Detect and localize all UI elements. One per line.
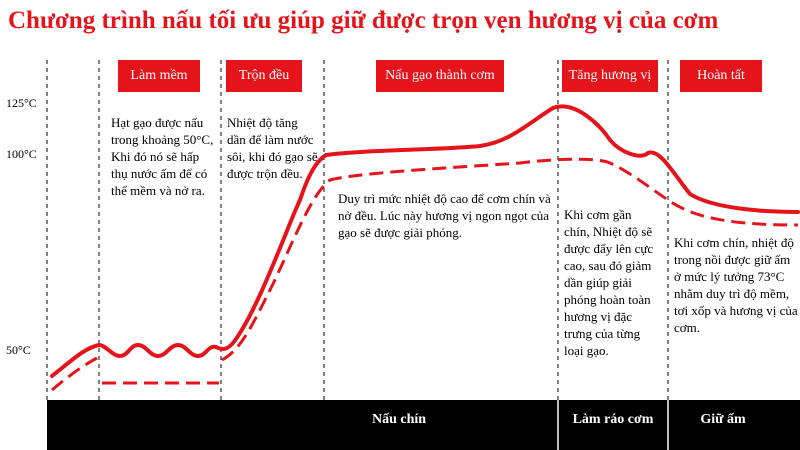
page-title: Chương trình nấu tối ưu giúp giữ được trọn vẹn hương vị của cơm xyxy=(8,7,719,34)
phase-label-lam-rao-com: Làm ráo cơm xyxy=(572,412,654,427)
stage-description-tang-huong-vi: Khi cơm gần chín, Nhiệt độ sẽ được đẩy lên cực cao, sau đó giảm dần giúp giải phóng hoàn toàn hương vị đặc trưng của từng loại gạo. xyxy=(564,207,654,358)
stage-description-lam-mem: Hạt gạo được nấu trong khoảng 50°C, Khi đó nó sẽ hấp thụ nước ấm để có thể mềm và nở ra. xyxy=(111,115,214,198)
stage-tag-hoan-tat: Hoàn tất xyxy=(680,60,762,92)
stage-description-nau-gao: Duy trì mức nhiệt độ cao để cơm chín và nở đều. Lúc này hương vị ngon ngọt của gạo sẽ được giải phóng. xyxy=(338,191,551,240)
temperature-label-50: 50°C xyxy=(6,343,31,357)
temperature-label-125: 125°C xyxy=(6,96,37,110)
temperature-label-100: 100°C xyxy=(6,147,37,161)
stage-tag-tron-deu: Trộn đều xyxy=(226,60,302,92)
stage-tag-tang-huong-vi: Tăng hương vị xyxy=(562,60,658,92)
stage-description-tron-deu: Nhiệt độ tăng dần để làm nước sôi, khi đó gạo sẽ được trộn đều. xyxy=(227,115,318,181)
stage-description-hoan-tat: Khi cơm chín, nhiệt độ trong nồi được giữ ấm ở mức lý tưởng 73°C nhằm duy trì độ mềm, tơi xốp và hương vị của cơm. xyxy=(674,235,798,335)
phase-label-giu-am: Giữ ấm xyxy=(700,412,746,427)
phase-label-nau-chin: Nấu chín xyxy=(371,412,427,427)
stage-tag-lam-mem: Làm mềm xyxy=(118,60,200,92)
stage-tag-nau-gao: Nấu gạo thành cơm xyxy=(376,60,504,92)
